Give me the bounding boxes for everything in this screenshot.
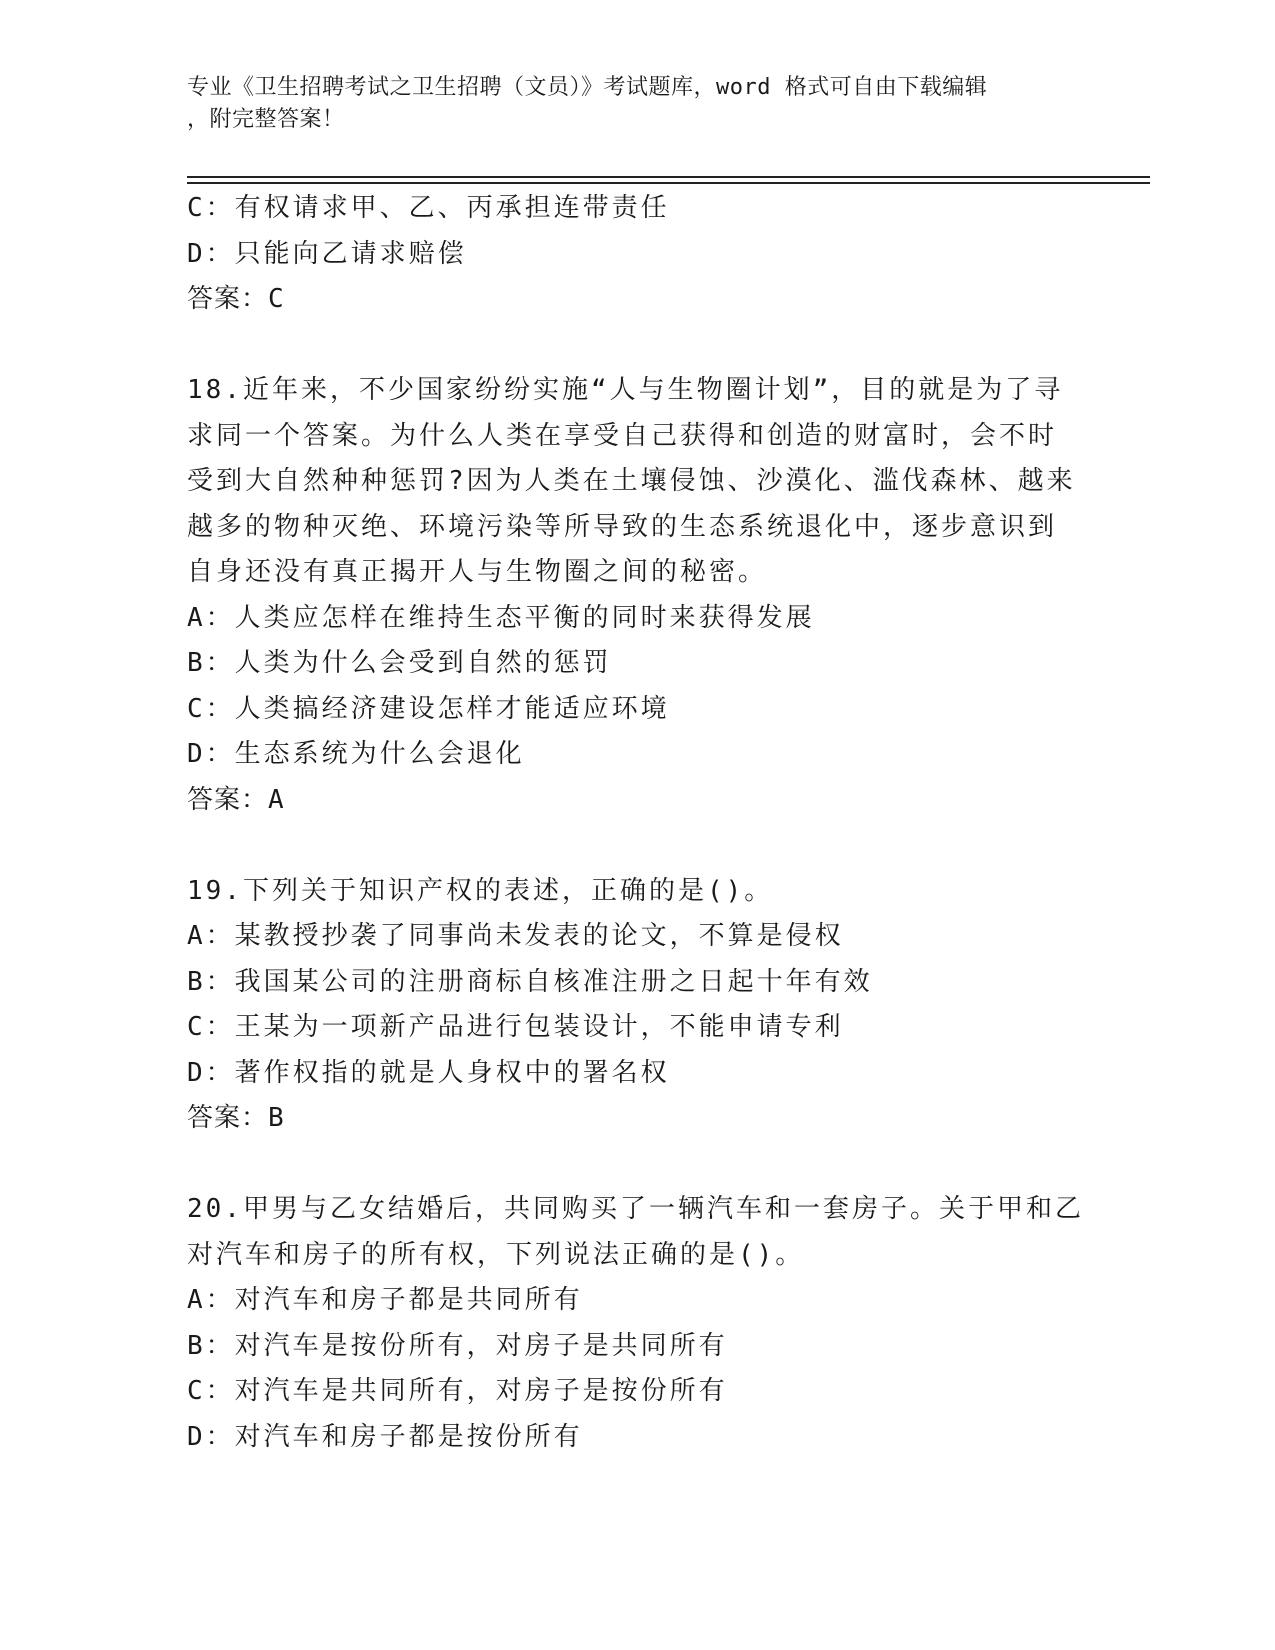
question-20	[187, 1187, 1087, 1460]
option-b: B：对汽车是按份所有，对房子是共同所有	[187, 1330, 728, 1361]
question-17-tail	[187, 186, 1087, 323]
answer: 答案：B	[187, 1103, 285, 1133]
option-b: B：人类为什么会受到自然的惩罚	[187, 648, 612, 678]
spacer	[187, 323, 1087, 369]
option-d: D：只能向乙请求赔偿	[187, 238, 467, 269]
question-18	[187, 368, 1087, 823]
option-c: C：人类搞经济建设怎样才能适应环境	[187, 693, 670, 724]
option-c: C：对汽车是共同所有，对房子是按份所有	[187, 1376, 728, 1406]
answer: 答案：C	[187, 284, 285, 314]
option-b: B：我国某公司的注册商标自核准注册之日起十年有效	[187, 966, 873, 997]
question-stem-line: 18.近年来，不少国家纷纷实施“人与生物圈计划”，目的就是为了寻	[187, 375, 1064, 405]
header-rule-bottom	[187, 182, 1150, 184]
question-stem-line: 对汽车和房子的所有权，下列说法正确的是()。	[187, 1239, 805, 1270]
question-stem-line: 19.下列关于知识产权的表述，正确的是()。	[187, 875, 774, 906]
spacer	[187, 823, 1087, 869]
option-d: D：著作权指的就是人身权中的署名权	[187, 1057, 670, 1088]
header-title-line-1: 专业《卫生招聘考试之卫生招聘（文员）》考试题库，word 格式可自由下载编辑	[187, 75, 988, 100]
option-a: A：人类应怎样在维持生态平衡的同时来获得发展	[187, 602, 815, 633]
option-c: C：有权请求甲、乙、丙承担连带责任	[187, 193, 670, 223]
question-stem-line: 越多的物种灭绝、环境污染等所导致的生态系统退化中，逐步意识到	[187, 511, 1058, 542]
question-stem-line: 求同一个答案。为什么人类在享受自己获得和创造的财富时，会不时	[187, 420, 1058, 451]
header-title-line-2: ，附完整答案！	[187, 107, 345, 132]
question-stem-line: 自身还没有真正揭开人与生物圈之间的秘密。	[187, 557, 768, 587]
question-stem-line: 受到大自然种种惩罚?因为人类在土壤侵蚀、沙漠化、滥伐森林、越来	[187, 466, 1076, 496]
question-19	[187, 869, 1087, 1142]
option-a: A：某教授抄袭了同事尚未发表的论文，不算是侵权	[187, 921, 844, 951]
option-d: D：生态系统为什么会退化	[187, 739, 525, 769]
answer: 答案：A	[187, 784, 285, 815]
spacer	[187, 1142, 1087, 1188]
document-header	[187, 72, 1067, 136]
question-content	[187, 186, 1087, 1460]
header-rule-top	[187, 176, 1150, 178]
option-a: A：对汽车和房子都是共同所有	[187, 1285, 583, 1315]
option-c: C：王某为一项新产品进行包装设计，不能申请专利	[187, 1012, 844, 1042]
question-stem-line: 20.甲男与乙女结婚后，共同购买了一辆汽车和一套房子。关于甲和乙	[187, 1194, 1084, 1224]
option-d: D：对汽车和房子都是按份所有	[187, 1421, 583, 1452]
